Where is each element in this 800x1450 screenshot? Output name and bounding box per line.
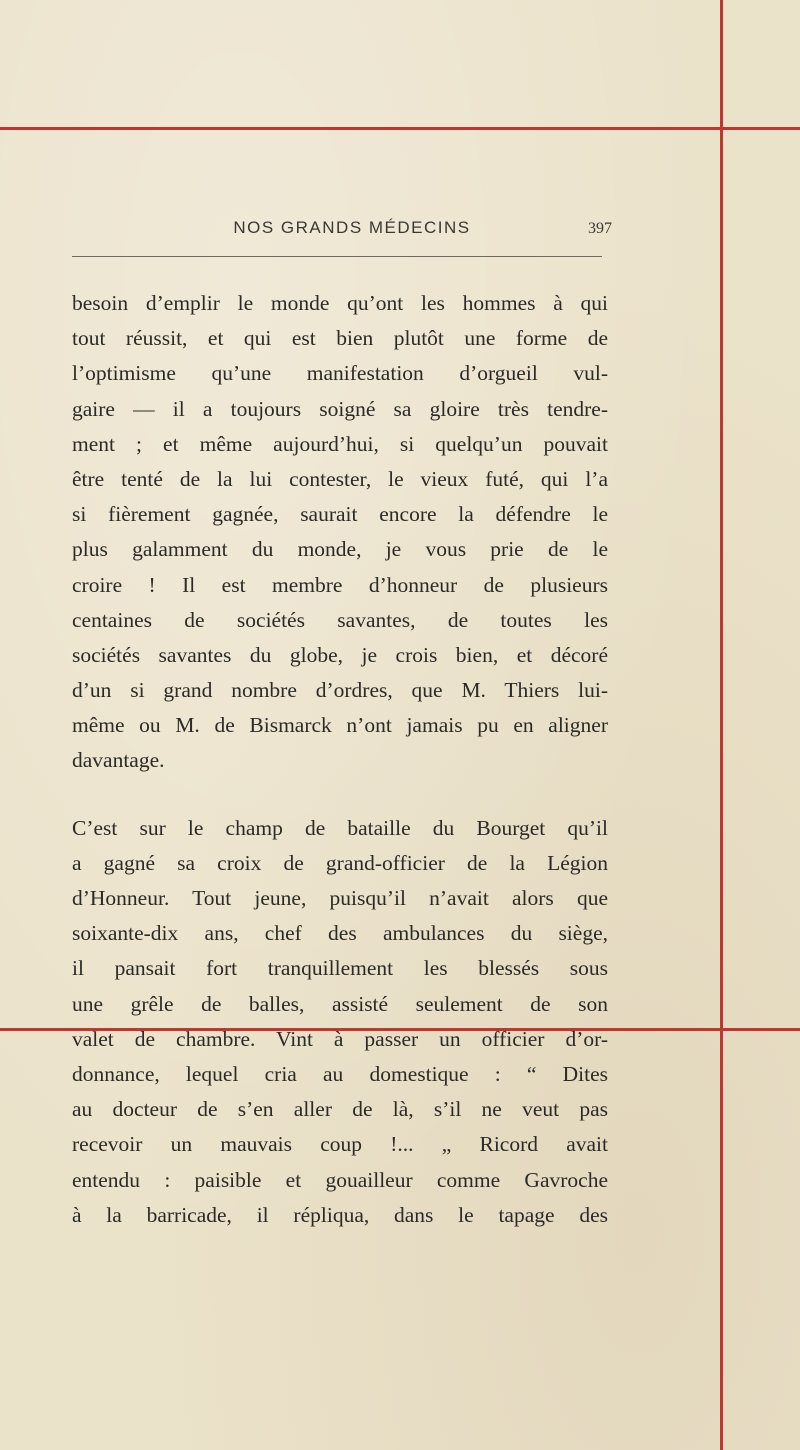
text-line: même ou M. de Bismarck n’ont jamais pu en aligner: [72, 713, 608, 738]
text-line: recevoir un mauvais coup !... „ Ricord avait: [72, 1132, 608, 1157]
text-line: une grêle de balles, assisté seulement de son: [72, 991, 608, 1016]
header-divider: [72, 256, 602, 257]
top-red-border-rule: [0, 127, 800, 130]
text-line: sociétés savantes du globe, je crois bien, et décoré: [72, 642, 608, 667]
body-text: [72, 286, 608, 1233]
text-line: a gagné sa croix de grand-officier de la Légion: [72, 850, 608, 875]
page-number: 397: [588, 220, 612, 237]
text-line: besoin d’emplir le monde qu’ont les hommes à qui: [72, 291, 608, 315]
text-line: il pansait fort tranquillement les blessés sous: [72, 956, 608, 981]
text-line: davantage.: [72, 748, 165, 773]
text-line: plus galamment du monde, je vous prie de le: [72, 537, 608, 562]
page-header: [72, 218, 612, 248]
text-line: donnance, lequel cria au domestique : “ Dites: [72, 1061, 608, 1086]
paragraph-2: [72, 811, 608, 1233]
text-line: valet de chambre. Vint à passer un officier d’or-: [72, 1026, 608, 1051]
text-line: au docteur de s’en aller de là, s’il ne veut pas: [72, 1097, 608, 1122]
text-line: d’un si grand nombre d’ordres, que M. Thiers lui-: [72, 678, 608, 703]
text-line: gaire — il a toujours soigné sa gloire très tendre-: [72, 396, 608, 421]
text-line: si fièrement gagnée, saurait encore la défendre le: [72, 502, 608, 527]
text-line: l’optimisme qu’une manifestation d’orgueil vul-: [72, 361, 608, 386]
text-line: ment ; et même aujourd’hui, si quelqu’un pouvait: [72, 431, 608, 456]
text-line: être tenté de la lui contester, le vieux futé, qui l’a: [72, 466, 608, 491]
text-line: à la barricade, il répliqua, dans le tapage des: [72, 1202, 608, 1227]
right-red-border-rule: [720, 0, 723, 1450]
text-line: soixante-dix ans, chef des ambulances du siège,: [72, 921, 608, 946]
text-line: entendu : paisible et gouailleur comme Gavroche: [72, 1167, 608, 1192]
paragraph-1: [72, 286, 608, 779]
text-line: d’Honneur. Tout jeune, puisqu’il n’avait alors que: [72, 886, 608, 910]
text-line: C’est sur le champ de bataille du Bourget qu’il: [72, 815, 608, 840]
text-line: tout réussit, et qui est bien plutôt une forme de: [72, 326, 608, 351]
text-line: centaines de sociétés savantes, de toutes les: [72, 607, 608, 632]
text-line: croire ! Il est membre d’honneur de plusieurs: [72, 572, 608, 597]
running-title: NOS GRANDS MÉDECINS: [233, 218, 471, 237]
